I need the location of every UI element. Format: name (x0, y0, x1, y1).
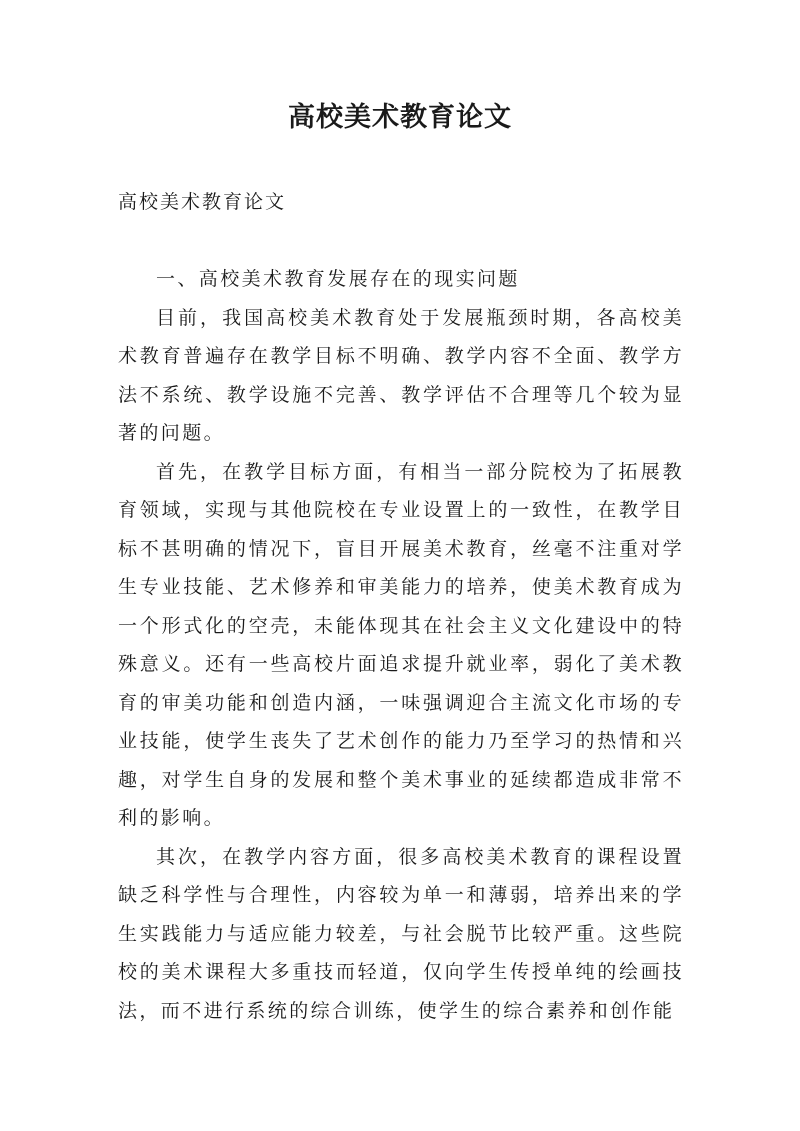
document-title: 高校美术教育论文 (288, 102, 512, 133)
paragraph: 首先，在教学目标方面，有相当一部分院校为了拓展教育领域，实现与其他院校在专业设置上的一致性，在教学目标不甚明确的情况下，盲目开展美术教育，丝毫不注重对学生专业技能、艺术修养和审美能力的培养，使美术教育成为一个形式化的空壳，未能体现其在社会主义文化建设中的特殊意义。还有一些高校片面追求提升就业率，弱化了美术教育的审美功能和创造内涵，一味强调迎合主流文化市场的专业技能，使学生丧失了艺术创作的能力乃至学习的热情和兴趣，对学生自身的发展和整个美术事业的延续都造成非常不利的影响。 (118, 460, 684, 829)
document-body (118, 260, 684, 1030)
document-subtitle: 高校美术教育论文 (118, 191, 287, 213)
paragraph: 其次，在教学内容方面，很多高校美术教育的课程设置缺乏科学性与合理性，内容较为单一和薄弱，培养出来的学生实践能力与适应能力较差，与社会脱节比较严重。这些院校的美术课程大多重技而轻道，仅向学生传授单纯的绘画技法，而不进行系统的综合训练，使学生的综合素养和创作能 (118, 845, 684, 1022)
paragraph: 目前，我国高校美术教育处于发展瓶颈时期，各高校美术教育普遍存在教学目标不明确、教学内容不全面、教学方法不系统、教学设施不完善、教学评估不合理等几个较为显著的问题。 (118, 306, 684, 444)
section-heading: 一、高校美术教育发展存在的现实问题 (156, 268, 520, 290)
